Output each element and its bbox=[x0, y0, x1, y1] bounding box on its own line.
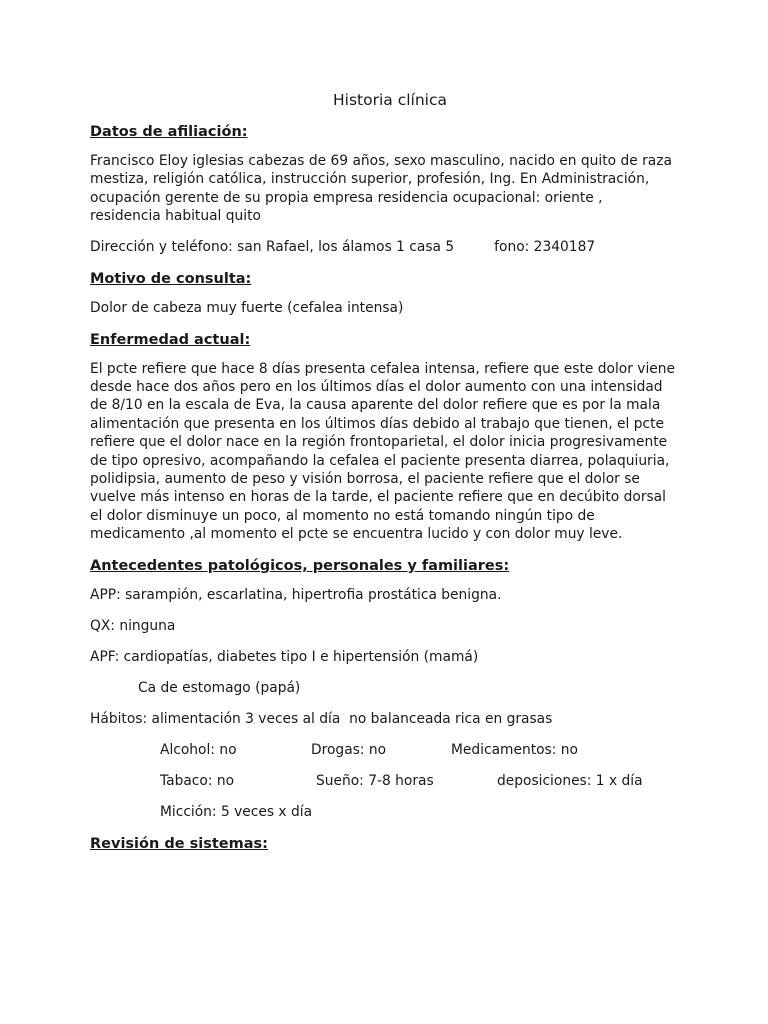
sueno-text: Sueño: 7-8 horas bbox=[316, 772, 434, 789]
drogas-text: Drogas: no bbox=[311, 741, 387, 758]
document-page bbox=[90, 88, 690, 864]
tabaco-text: Tabaco: no bbox=[160, 772, 235, 789]
habitos-line: Hábitos: alimentación 3 veces al día no balanceada rica en grasas bbox=[90, 710, 553, 727]
heading-enfermedad: Enfermedad actual: bbox=[90, 331, 251, 348]
enfermedad-paragraph bbox=[90, 360, 690, 544]
miccion-line: Micción: 5 veces x día bbox=[160, 803, 313, 820]
enfermedad-line: refiere que el dolor nace en la región frontoparietal, el dolor inicia progresivamente bbox=[90, 434, 668, 451]
direccion-telefono-line bbox=[90, 238, 690, 256]
apf-line: APF: cardiopatías, diabetes tipo I e hipertensión (mamá) bbox=[90, 648, 479, 665]
document-title: Historia clínica bbox=[333, 91, 447, 109]
enfermedad-line: alimentación que presenta en los últimos días debido al trabajo que tienen, el pcte bbox=[90, 415, 664, 432]
fono-text: fono: 2340187 bbox=[494, 238, 596, 255]
direccion-text: Dirección y teléfono: san Rafael, los álamos 1 casa 5 bbox=[90, 238, 455, 255]
deposiciones-text: deposiciones: 1 x día bbox=[497, 772, 643, 789]
heading-revision: Revisión de sistemas: bbox=[90, 835, 268, 852]
enfermedad-line: de 8/10 en la escala de Eva, la causa aparente del dolor refiere que es por la mala bbox=[90, 397, 661, 414]
habitos-row-1 bbox=[90, 741, 690, 759]
afiliacion-line: ocupación gerente de su propia empresa residencia ocupacional: oriente , bbox=[90, 189, 603, 206]
afiliacion-paragraph bbox=[90, 152, 690, 226]
enfermedad-line: desde hace dos años pero en los últimos días el dolor aumento con una intensidad bbox=[90, 379, 663, 396]
apf-line-2: Ca de estomago (papá) bbox=[138, 679, 301, 696]
qx-line: QX: ninguna bbox=[90, 617, 176, 634]
heading-motivo: Motivo de consulta: bbox=[90, 270, 252, 287]
afiliacion-line: mestiza, religión católica, instrucción superior, profesión, Ing. En Administración, bbox=[90, 171, 650, 188]
afiliacion-line: Francisco Eloy iglesias cabezas de 69 años, sexo masculino, nacido en quito de raza bbox=[90, 153, 672, 169]
enfermedad-line: polidipsia, aumento de peso y visión borrosa, el paciente refiere que el dolor se bbox=[90, 471, 640, 488]
heading-antecedentes: Antecedentes patológicos, personales y familiares: bbox=[90, 557, 510, 574]
enfermedad-line: vuelve más intenso en horas de la tarde, el paciente refiere que en decúbito dorsal bbox=[90, 489, 666, 506]
alcohol-text: Alcohol: no bbox=[160, 741, 237, 758]
medicamentos-text: Medicamentos: no bbox=[451, 741, 578, 758]
enfermedad-line: el dolor disminuye un poco, al momento no está tomando ningún tipo de bbox=[90, 507, 595, 524]
heading-afiliacion: Datos de afiliación: bbox=[90, 124, 248, 140]
enfermedad-line: de tipo opresivo, acompañando la cefalea el paciente presenta diarrea, polaquiuria, bbox=[90, 452, 670, 469]
app-line: APP: sarampión, escarlatina, hipertrofia prostática benigna. bbox=[90, 586, 502, 603]
motivo-text: Dolor de cabeza muy fuerte (cefalea intensa) bbox=[90, 299, 404, 316]
enfermedad-line: El pcte refiere que hace 8 días presenta cefalea intensa, refiere que este dolor viene bbox=[90, 360, 675, 377]
afiliacion-line: residencia habitual quito bbox=[90, 208, 261, 225]
habitos-row-2 bbox=[90, 772, 690, 790]
enfermedad-line: medicamento ,al momento el pcte se encuentra lucido y con dolor muy leve. bbox=[90, 526, 623, 543]
